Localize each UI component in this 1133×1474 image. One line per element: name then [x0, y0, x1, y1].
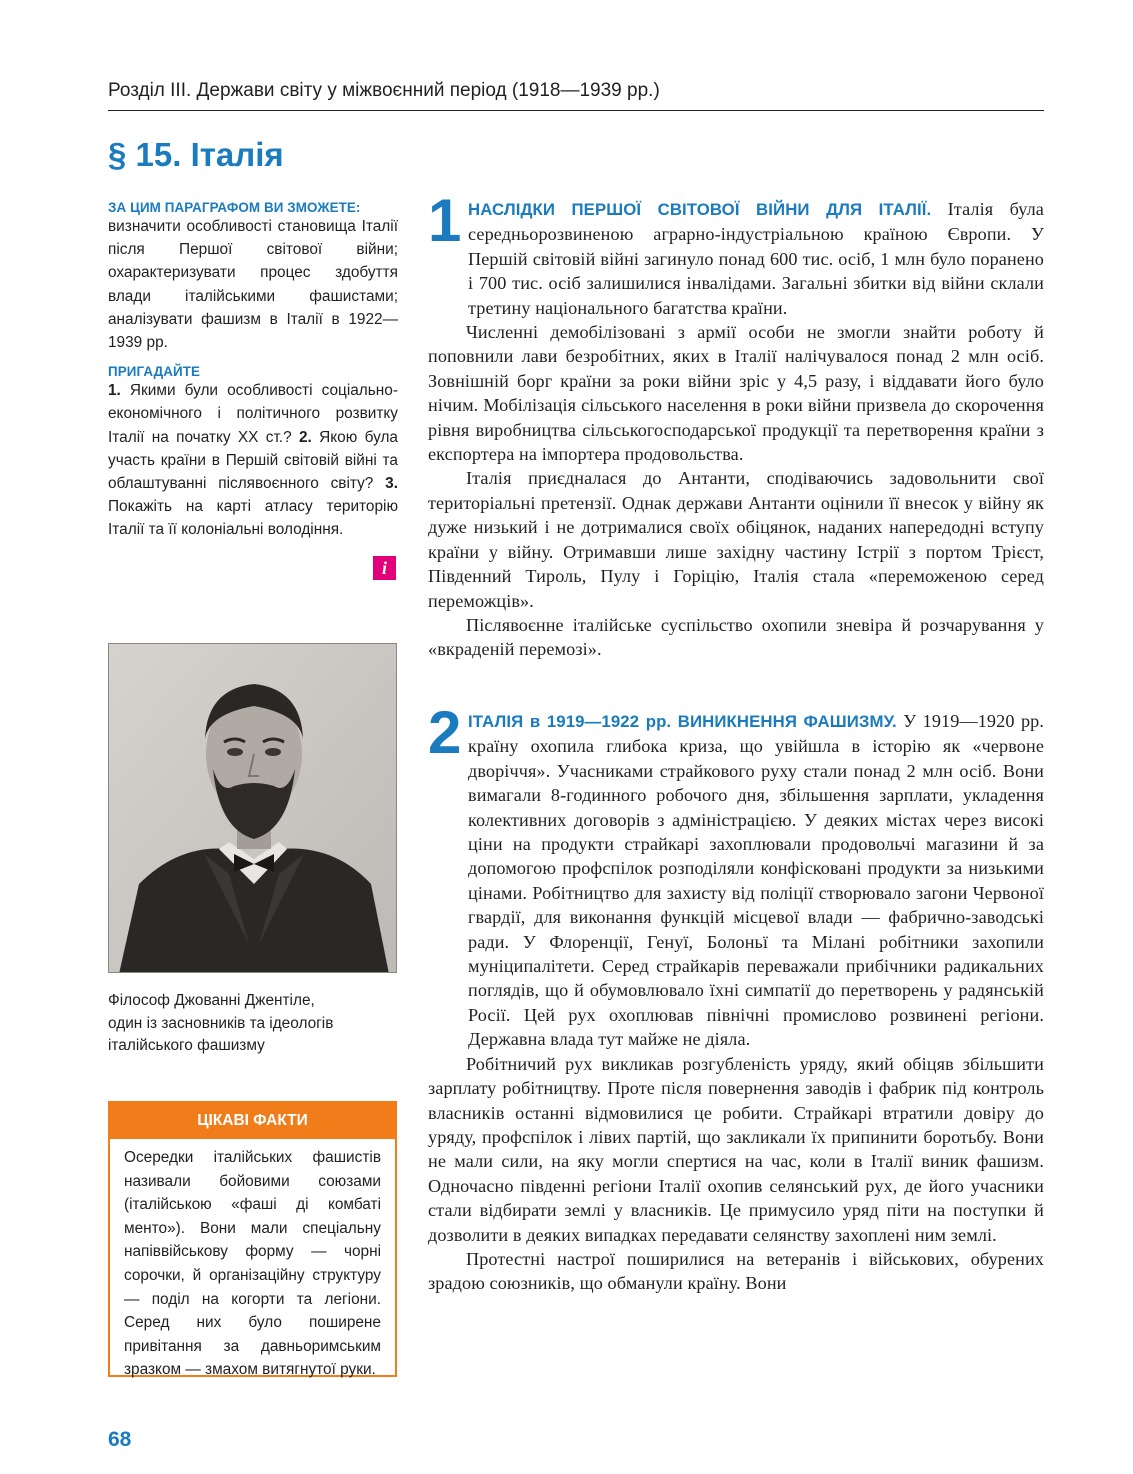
caption-line-1: Філософ Джованні Джентіле,	[108, 992, 315, 1009]
recall-3-number: 3.	[385, 475, 398, 493]
section-1	[428, 187, 1044, 662]
caption-line-3: італійського фашизму	[108, 1037, 265, 1054]
goals-heading: ЗА ЦИМ ПАРАГРАФОМ ВИ ЗМОЖЕТЕ:	[108, 200, 361, 215]
section-1-number: 1	[428, 187, 462, 254]
recall-2-number: 2.	[298, 428, 312, 446]
interesting-facts-box	[108, 1101, 397, 1377]
recall-text	[108, 379, 398, 541]
caption-line-2: один із засновників та ідеологів	[108, 1014, 334, 1032]
section-1-lead	[428, 197, 1044, 320]
sidebar	[108, 200, 398, 542]
section-2-number: 2	[428, 699, 462, 766]
section-1-lead-text: Італія була середньорозвиненою аграрно-індустріальною країною Європи. У Першій світовій війні загинуло понад 600 тис. осіб, 1 млн було поранено і 700 тис. осіб залишилися інвалідами. Загальні збитки від війни склали третину національного багатства країни.	[468, 199, 1044, 318]
recall-1-number: 1.	[108, 382, 121, 400]
section-1-heading: НАСЛІДКИ ПЕРШОЇ СВІТОВОЇ ВІЙНИ ДЛЯ ІТАЛІЇ.	[468, 200, 932, 219]
section-2-paragraph-2: Робітничий рух викликав розгубленість уряду, який обіцяв збільшити зарплату робітництву. Проте після повернення заводів і фабрик під контроль власників останні відмовилися це робити. Страйкарі втратили довіру до уряду, профспілок і лівих партій, що закликали їх припинити боротьбу. Вони не мали сили, на яку могли спертися на час, коли в Італії виник фашизм. Одночасно південні регіони Італії охопив селянський рух, де його учасники стали відбирати землі у власників. Це примусило уряд піти на поступки й дозволити в деяких випадках передавати селянству захоплені ним землі.	[428, 1053, 1044, 1245]
section-1-paragraph-2: Численні демобілізовані з армії особи не змогли знайти роботу й поповнили лави безробітних, яких в Італії налічувалося понад 2 млн осіб. Зовнішній борг країни за роки війни зріс у 4,5 разу, і віддавати його було нічим. Мобілізація сільського населення в роки війни призвела до скорочення рівня виробництва сільськогосподарської продукції та перетворення країни з експортера на імпортера продовольства.	[428, 322, 1044, 465]
portrait-image	[108, 643, 397, 973]
goals-text: визначити особливості становища Італії після Першої світової війни; охарактеризувати процес здобуття влади італійськими фашистами; аналізувати фашизм в Італії в 1922—1939 рр.	[108, 218, 398, 352]
recall-1-text: Якими були особливості соціально-економічного і політичного розвитку Італії на початку ХХ ст.?	[108, 382, 398, 446]
facts-heading: ЦІКАВІ ФАКТИ	[110, 1103, 395, 1139]
page-number: 68	[108, 1428, 132, 1451]
portrait-drawing	[109, 644, 397, 973]
page-title: § 15. Італія	[108, 136, 284, 173]
recall-3-text: Покажіть на карті атласу територію Італії та її колоніальні володіння.	[108, 498, 398, 539]
recall-heading: ПРИГАДАЙТЕ	[108, 364, 201, 380]
section-2-lead	[428, 709, 1044, 1052]
portrait-caption	[108, 990, 408, 1058]
section-2-lead-text: У 1919—1920 рр. країну охопила глибока криза, що увійшла в історію як «червоне дворіччя». Учасниками страйкового руху стали понад 2 млн осіб. Вони вимагали 8-годинного робочого дня, збільшення зарплати, укладення колективних договорів з адміністрацією. У деяких містах через високі ціни на продукти страйкарі захоплювали продовольчі магазини й за допомогою профспілок розподіляли конфісковані продукти за низькими цінами. Робітництво для захисту від поліції створювало загони Червоної гвардії, для виконання функцій місцевої влади — фабрично-заводські ради. У Флоренції, Генуї, Болоньї та Мілані робітники захопили муніципалітети. Серед страйкарів переважали прибічники радикальних поглядів, що й обумовлювало їхні симпатії до перетворень у радянській Росії. Цей рух охоплював північні промислово розвинені регіони. Державна влада тут майже не діяла.	[468, 711, 1044, 1050]
running-head: Розділ ІІІ. Держави світу у міжвоєнний період (1918—1939 рр.)	[108, 80, 1044, 111]
section-1-paragraph-3: Італія приєдналася до Антанти, сподіваючись задовольнити свої територіальні претензії. Однак держави Антанти оцінили її внесок у війну як дуже низький і не дотрималися своїх обіцянок, наданих напередодні вступу країни у війну. Отримавши лише західну частину Істрії з портом Трієст, Південний Тироль, Пулу і Горіцію, Італія стала «переможеною серед переможців».	[428, 468, 1044, 611]
section-2	[428, 699, 1044, 1296]
recall-2-text: Якою була участь країни в Першій світовій війні та облаштуванні післявоєнного світу?	[108, 428, 398, 493]
facts-text: Осередки італійських фашистів називали бойовими союзами (італійською «фаші ді комбаті менто»). Вони мали спеціальну напіввійськову форму — чорні сорочки, й організаційну структуру — поділ на когорти та легіони. Серед них було поширене привітання за давньоримським зразком — змахом витягнутої руки.	[124, 1149, 381, 1379]
info-icon[interactable]: i	[373, 556, 396, 580]
section-2-heading: ІТАЛІЯ в 1919—1922 рр. ВИНИКНЕННЯ ФАШИЗМУ.	[468, 712, 897, 731]
section-1-paragraph-4: Післявоєнне італійське суспільство охопили зневіра й розчарування у «вкраденій перемозі».	[428, 614, 1044, 660]
section-2-paragraph-3: Протестні настрої поширилися на ветеранів і військових, обурених зрадою союзників, що обманули країну. Вони	[428, 1248, 1044, 1294]
